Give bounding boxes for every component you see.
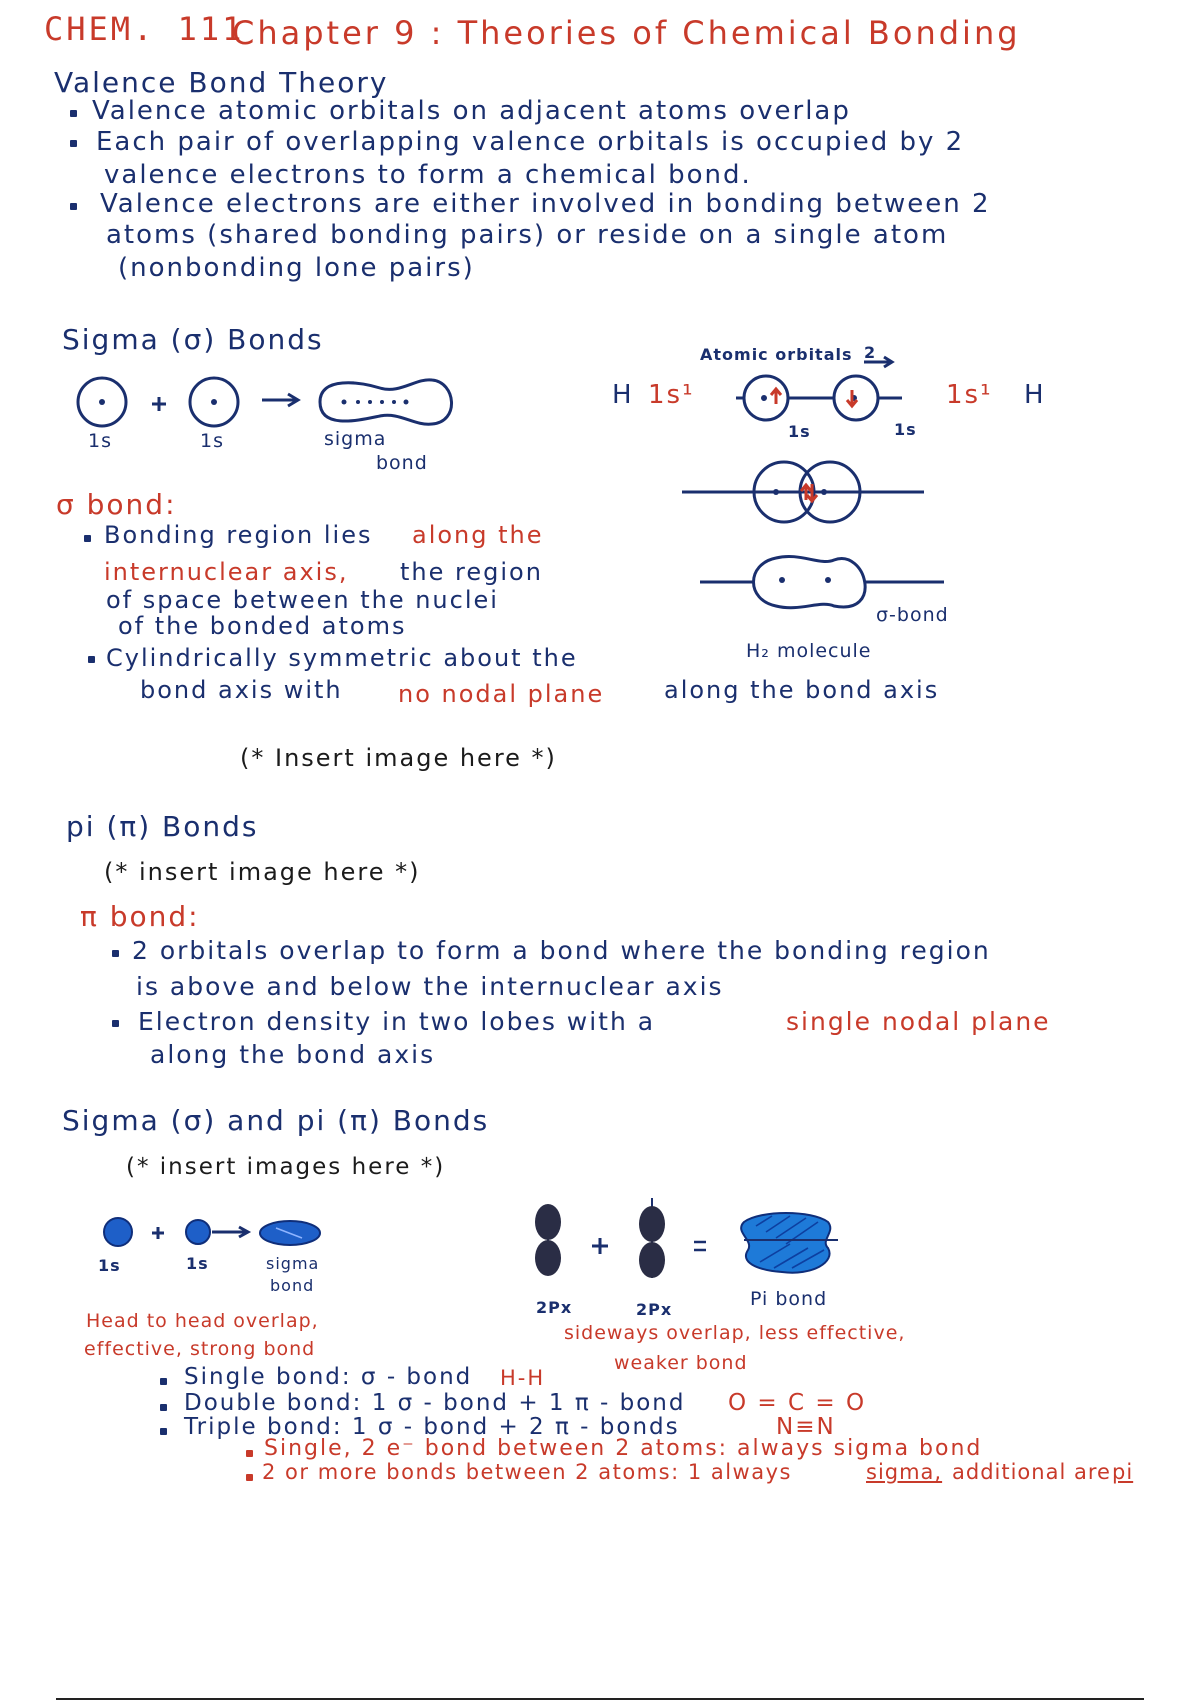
orbital-label-1s-a: 1s: [88, 430, 112, 452]
sp-orbital-1s-a: 1s: [98, 1256, 121, 1275]
h-left-atom: H: [612, 380, 634, 410]
sigma-bond-caption: σ-bond: [876, 604, 949, 626]
vb-point-3-line-2: atoms (shared bonding pairs) or reside on a single atom: [106, 220, 949, 250]
rule-multiple-bonds-a: 2 or more bonds between 2 atoms: 1 always: [262, 1460, 792, 1484]
sigma-point-1-c: internuclear axis,: [104, 558, 349, 586]
rule-single-bond: Single, 2 e⁻ bond between 2 atoms: always sigma bond: [264, 1436, 983, 1461]
triple-bond-rule: Triple bond: 1 σ - bond + 2 π - bonds: [184, 1414, 680, 1440]
sigma-bond-label-1: sigma: [324, 428, 387, 450]
chapter-title: Chapter 9 : Theories of Chemical Bonding: [232, 14, 1021, 52]
sp-sigma-label-2: bond: [270, 1276, 315, 1295]
sigma-point-2-c: no nodal plane: [398, 680, 605, 708]
vb-point-2-line-1: Each pair of overlapping valence orbitals is occupied by 2: [96, 127, 965, 157]
sp-orbital-2px-a: 2Px: [536, 1298, 573, 1317]
sigma-point-1-a: Bonding region lies: [104, 521, 373, 549]
sigma-bond-label-2: bond: [376, 452, 428, 474]
sigma-point-1-b: along the: [412, 521, 544, 549]
sigma-point-2-b: bond axis with: [140, 676, 343, 704]
sideways-note-1: sideways overlap, less effective,: [564, 1322, 906, 1344]
sigma-point-2-a: Cylindrically symmetric about the: [106, 644, 578, 672]
bullet: [246, 1474, 253, 1481]
h2-molecule-caption: H₂ molecule: [746, 640, 872, 662]
pi-point-1-line-1: 2 orbitals overlap to form a bond where the bonding region: [132, 936, 991, 965]
bullet: [246, 1450, 253, 1457]
sp-sigma-label-1: sigma: [266, 1254, 320, 1273]
atomic-orbitals-arrow-label: 2: [864, 343, 877, 362]
sideways-note-2: weaker bond: [614, 1352, 748, 1374]
pi-bonds-heading: pi (π) Bonds: [66, 810, 259, 843]
sigma-pi-image-placeholder: (* insert images here *): [126, 1154, 446, 1180]
vb-point-1: Valence atomic orbitals on adjacent atoms overlap: [92, 96, 851, 126]
rule-multiple-bonds-b: sigma,: [866, 1460, 943, 1484]
sigma-bonds-heading: Sigma (σ) Bonds: [62, 323, 324, 356]
rule-multiple-bonds-c: additional are: [952, 1460, 1111, 1484]
bullet: [160, 1428, 167, 1435]
sigma-point-1-d: the region: [400, 558, 543, 586]
orbital-label-1s-b: 1s: [200, 430, 224, 452]
vb-point-3-line-3: (nonbonding lone pairs): [118, 253, 475, 283]
rule-multiple-bonds-d: pi: [1112, 1460, 1134, 1484]
triple-bond-example: N≡N: [776, 1414, 836, 1440]
vb-point-3-line-1: Valence electrons are either involved in bonding between 2: [100, 189, 991, 219]
atomic-orbitals-label: Atomic orbitals: [700, 345, 853, 364]
h2-orbital-label-right: 1s: [894, 420, 917, 439]
sigma-image-placeholder: (* Insert image here *): [240, 744, 557, 772]
sigma-definition-heading: σ bond:: [56, 488, 177, 521]
single-bond-example: H-H: [500, 1366, 546, 1390]
pi-point-2-a: Electron density in two lobes with a: [138, 1007, 656, 1036]
pi-point-1-line-2: is above and below the internuclear axis: [136, 972, 724, 1001]
sigma-pi-heading: Sigma (σ) and pi (π) Bonds: [62, 1104, 490, 1137]
sigma-point-1-f: of the bonded atoms: [118, 612, 407, 640]
h2-orbital-label-left: 1s: [788, 422, 811, 441]
pi-point-2-c: along the bond axis: [150, 1040, 436, 1069]
double-bond-example: O = C = O: [728, 1390, 867, 1416]
valence-bond-heading: Valence Bond Theory: [54, 66, 389, 99]
sigma-point-2-d: along the bond axis: [664, 676, 940, 704]
pi-point-2-b: single nodal plane: [786, 1007, 1051, 1036]
h-right-config: 1s¹: [946, 380, 993, 410]
sp-orbital-2px-b: 2Px: [636, 1300, 673, 1319]
bullet: [160, 1378, 167, 1385]
course-code: CHEM. 111: [44, 10, 245, 48]
pi-definition-heading: π bond:: [80, 900, 200, 933]
sigma-point-1-e: of space between the nuclei: [106, 586, 499, 614]
vb-point-2-line-2: valence electrons to form a chemical bond.: [104, 160, 752, 190]
pi-image-placeholder: (* insert image here *): [104, 858, 421, 886]
double-bond-rule: Double bond: 1 σ - bond + 1 π - bond: [184, 1390, 686, 1416]
h-right-atom: H: [1024, 380, 1046, 410]
h-left-config: 1s¹: [648, 380, 695, 410]
bullet: [160, 1404, 167, 1411]
sp-orbital-1s-b: 1s: [186, 1254, 209, 1273]
sp-pi-bond-label: Pi bond: [750, 1288, 828, 1310]
head-to-head-note-1: Head to head overlap,: [86, 1310, 319, 1332]
single-bond-rule: Single bond: σ - bond: [184, 1364, 473, 1390]
head-to-head-note-2: effective, strong bond: [84, 1338, 316, 1360]
